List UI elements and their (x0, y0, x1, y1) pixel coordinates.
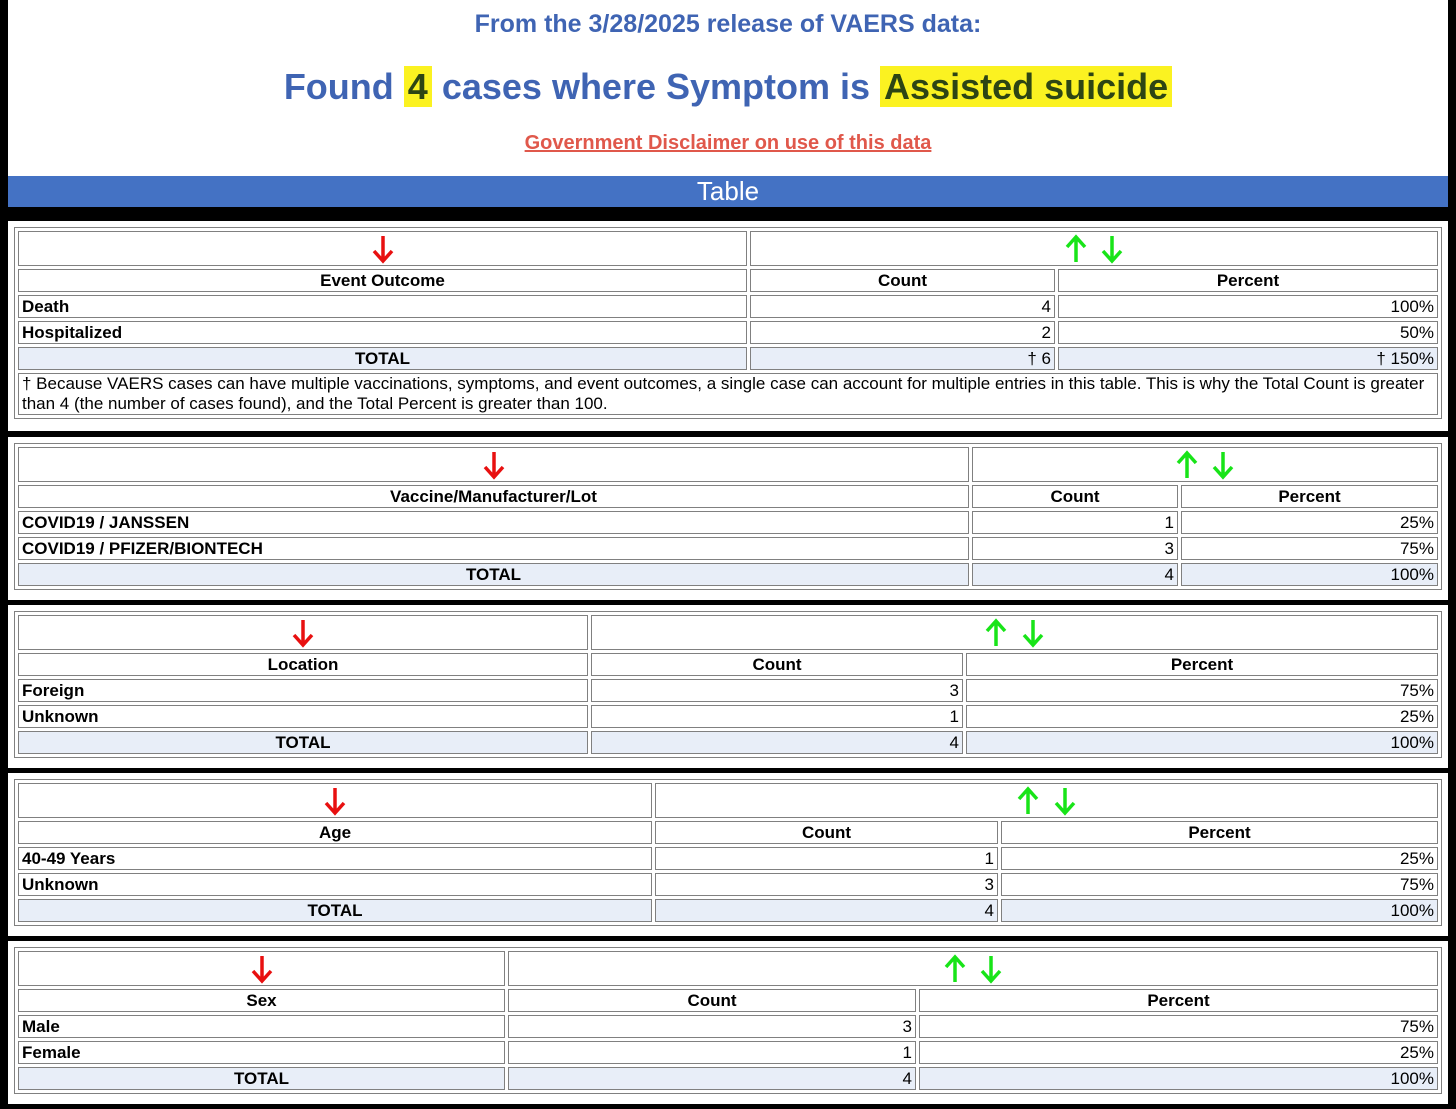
sort-desc-icon[interactable] (292, 618, 314, 648)
age-block (8, 773, 1448, 936)
table-row: Female 1 25% (18, 1041, 1438, 1064)
sort-cell-count (972, 447, 1438, 482)
total-row: TOTAL 4 100% (18, 899, 1438, 922)
table-row: COVID19 / JANSSEN 1 25% (18, 511, 1438, 534)
sort-cell-label (18, 231, 747, 266)
table-row: Foreign 3 75% (18, 679, 1438, 702)
column-header[interactable]: Percent (966, 653, 1438, 676)
sort-cell-count (508, 951, 1438, 986)
table-row: Unknown 1 25% (18, 705, 1438, 728)
column-header[interactable]: Age (18, 821, 652, 844)
sort-cell-label (18, 951, 505, 986)
sort-desc-icon[interactable] (251, 954, 273, 984)
column-header[interactable]: Event Outcome (18, 269, 747, 292)
sort-asc-icon[interactable] (985, 618, 1007, 648)
event-outcome-table (14, 227, 1442, 419)
sort-cell-count (750, 231, 1438, 266)
column-header[interactable]: Count (508, 989, 916, 1012)
location-table (14, 611, 1442, 758)
column-header[interactable]: Sex (18, 989, 505, 1012)
sort-desc-icon[interactable] (1212, 450, 1234, 480)
event-outcome-block (8, 221, 1448, 431)
total-row: TOTAL 4 100% (18, 1067, 1438, 1090)
sort-cell-count (591, 615, 1438, 650)
sort-cell-count (655, 783, 1438, 818)
total-row: TOTAL 4 100% (18, 731, 1438, 754)
found-count: 4 (404, 66, 432, 107)
column-header[interactable]: Count (972, 485, 1178, 508)
sort-cell-label (18, 615, 588, 650)
disclaimer-link[interactable]: Government Disclaimer on use of this data (524, 132, 932, 154)
sort-asc-icon[interactable] (944, 954, 966, 984)
found-line (8, 66, 1448, 108)
column-header[interactable]: Percent (1001, 821, 1438, 844)
location-block (8, 605, 1448, 768)
column-header[interactable]: Percent (1181, 485, 1438, 508)
sort-desc-icon[interactable] (1022, 618, 1044, 648)
vaccine-block (8, 437, 1448, 600)
sort-desc-icon[interactable] (1054, 786, 1076, 816)
sort-asc-icon[interactable] (1065, 234, 1087, 264)
column-header[interactable]: Count (591, 653, 963, 676)
sort-cell-label (18, 447, 969, 482)
sort-desc-icon[interactable] (372, 234, 394, 264)
found-middle: cases where Symptom is (441, 66, 871, 107)
table-row: COVID19 / PFIZER/BIONTECH 3 75% (18, 537, 1438, 560)
found-prefix: Found (283, 66, 394, 107)
table-row: Male 3 75% (18, 1015, 1438, 1038)
column-header[interactable]: Vaccine/Manufacturer/Lot (18, 485, 969, 508)
results-header (8, 0, 1448, 176)
release-line: From the 3/28/2025 release of VAERS data: (474, 10, 982, 38)
sort-cell-label (18, 783, 652, 818)
vaccine-table (14, 443, 1442, 590)
sex-block (8, 941, 1448, 1104)
column-header[interactable]: Count (750, 269, 1055, 292)
column-header[interactable]: Percent (1058, 269, 1438, 292)
sort-desc-icon[interactable] (483, 450, 505, 480)
page (8, 0, 1448, 1109)
table-row: Hospitalized 2 50% (18, 321, 1438, 344)
column-header[interactable]: Count (655, 821, 998, 844)
sort-desc-icon[interactable] (324, 786, 346, 816)
table-row: Death 4 100% (18, 295, 1438, 318)
table-row: 40-49 Years 1 25% (18, 847, 1438, 870)
sex-table (14, 947, 1442, 1094)
sort-desc-icon[interactable] (1101, 234, 1123, 264)
column-header[interactable]: Location (18, 653, 588, 676)
total-row: TOTAL 4 100% (18, 563, 1438, 586)
footnote: † Because VAERS cases can have multiple vaccinations, symptoms, and event outcomes, a single case can account for multiple entries in this table. This is why the Total Count is greater than 4 (the number of cases found), and the Total Percent is greater than 100. (18, 373, 1438, 415)
sort-asc-icon[interactable] (1017, 786, 1039, 816)
section-bar: Table (8, 176, 1448, 207)
table-row: Unknown 3 75% (18, 873, 1438, 896)
sort-desc-icon[interactable] (980, 954, 1002, 984)
total-row: TOTAL † 6 † 150% (18, 347, 1438, 370)
sort-asc-icon[interactable] (1176, 450, 1198, 480)
age-table (14, 779, 1442, 926)
found-symptom: Assisted suicide (880, 66, 1172, 107)
column-header[interactable]: Percent (919, 989, 1438, 1012)
